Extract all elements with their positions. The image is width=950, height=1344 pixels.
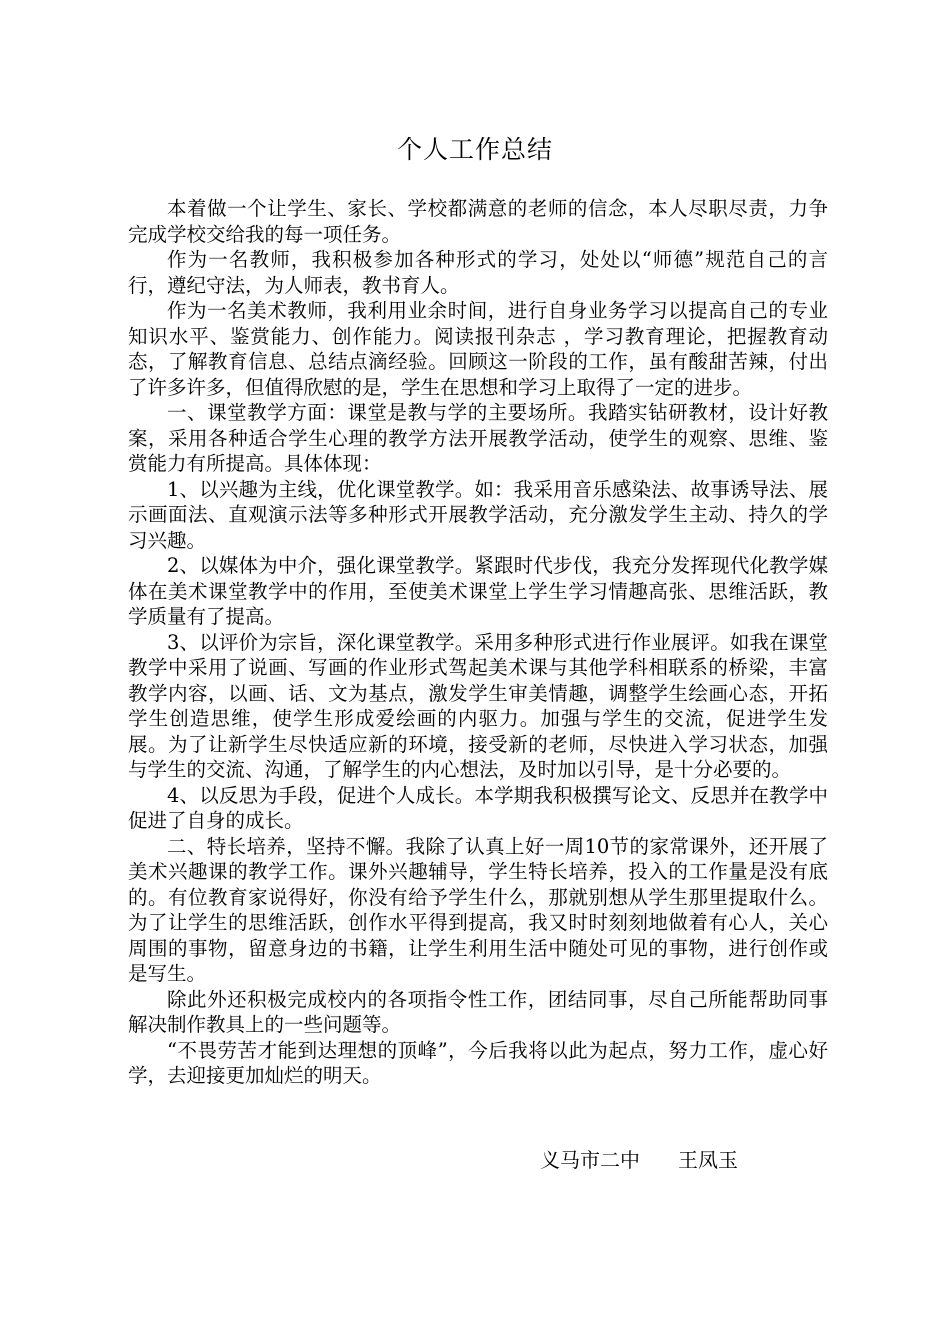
document-title: 个人工作总结 (396, 135, 553, 164)
paragraph-closing: “不畏劳苦才能到达理想的顶峰”，今后我将以此为起点，努力工作，虚心好学，去迎接更加灿烂的明天。 (128, 1038, 828, 1087)
paragraph-item-1: 1、以兴趣为主线，优化课堂教学。如：我采用音乐感染法、故事诱导法、展示画面法、直观演示法等多种形式开展教学活动，充分激发学生主动、持久的学习兴趣。 (128, 477, 828, 552)
paragraph-self-study: 作为一名美术教师，我利用业余时间，进行自身业务学习以提高自己的专业知识水平、鉴赏能力、创作能力。阅读报刊杂志 ，学习教育理论，把握教育动态，了解教育信息、总结点滴经验。回顾这一阶段的工作，虽有酸甜苦辣，付出了许多许多，但值得欣慰的是，学生在思想和学习上取得了一定的进步。 (128, 299, 828, 399)
signature-name: 王凤玉 (678, 1148, 738, 1172)
paragraph-item-4: 4、以反思为手段，促进个人成长。本学期我积极撰写论文、反思并在教学中促进了自身的成长。 (128, 783, 828, 832)
paragraph-section-two: 二、特长培养，坚持不懈。我除了认真上好一周10节的家常课外，还开展了美术兴趣课的教学工作。课外兴趣辅导，学生特长培养，投入的工作量是没有底的。有位教育家说得好，你没有给予学生什么，那就别想从学生那里提取什么。为了让学生的思维活跃，创作水平得到提高，我又时时刻刻地做着有心人，关心周围的事物，留意身边的书籍，让学生利用生活中随处可见的事物，进行创作或是写生。 (128, 834, 828, 985)
paragraph-item-2: 2、以媒体为中介，强化课堂教学。紧跟时代步伐，我充分发挥现代化教学媒体在美术课堂教学中的作用，至使美术课堂上学生学习情趣高张、思维活跃，教学质量有了提高。 (128, 554, 828, 628)
paragraph-other-work: 除此外还积极完成校内的各项指令性工作，团结同事，尽自己所能帮助同事解决制作教具上的一些问题等。 (128, 987, 828, 1036)
paragraph-teacher-ethics: 作为一名教师，我积极参加各种形式的学习，处处以“师德”规范自己的言行，遵纪守法，为人师表，教书育人。 (128, 248, 828, 297)
paragraph-section-one-heading: 一、课堂教学方面：课堂是教与学的主要场所。我踏实钻研教材，设计好教案，采用各种适合学生心理的教学方法开展教学活动，使学生的观察、思维、鉴赏能力有所提高。具体体现： (128, 401, 828, 475)
paragraph-item-3: 3、以评价为宗旨，深化课堂教学。采用多种形式进行作业展评。如我在课堂教学中采用了说画、写画的作业形式驾起美术课与其他学科相联系的桥梁，丰富教学内容，以画、话、文为基点，激发学生审美情趣，调整学生绘画心态，开拓学生创造思维，使学生形成爱绘画的内驱力。加强与学生的交流，促进学生发展。为了让新学生尽快适应新的环境，接受新的老师，尽快进入学习状态，加强与学生的交流、沟通，了解学生的内心想法，及时加以引导，是十分必要的。 (128, 630, 828, 781)
document-body (128, 196, 828, 1089)
signature-school: 义马市二中 (540, 1148, 640, 1172)
paragraph-intro: 本着做一个让学生、家长、学校都满意的老师的信念，本人尽职尽责，力争完成学校交给我的每一项任务。 (128, 197, 828, 246)
signature-line (540, 1146, 738, 1174)
